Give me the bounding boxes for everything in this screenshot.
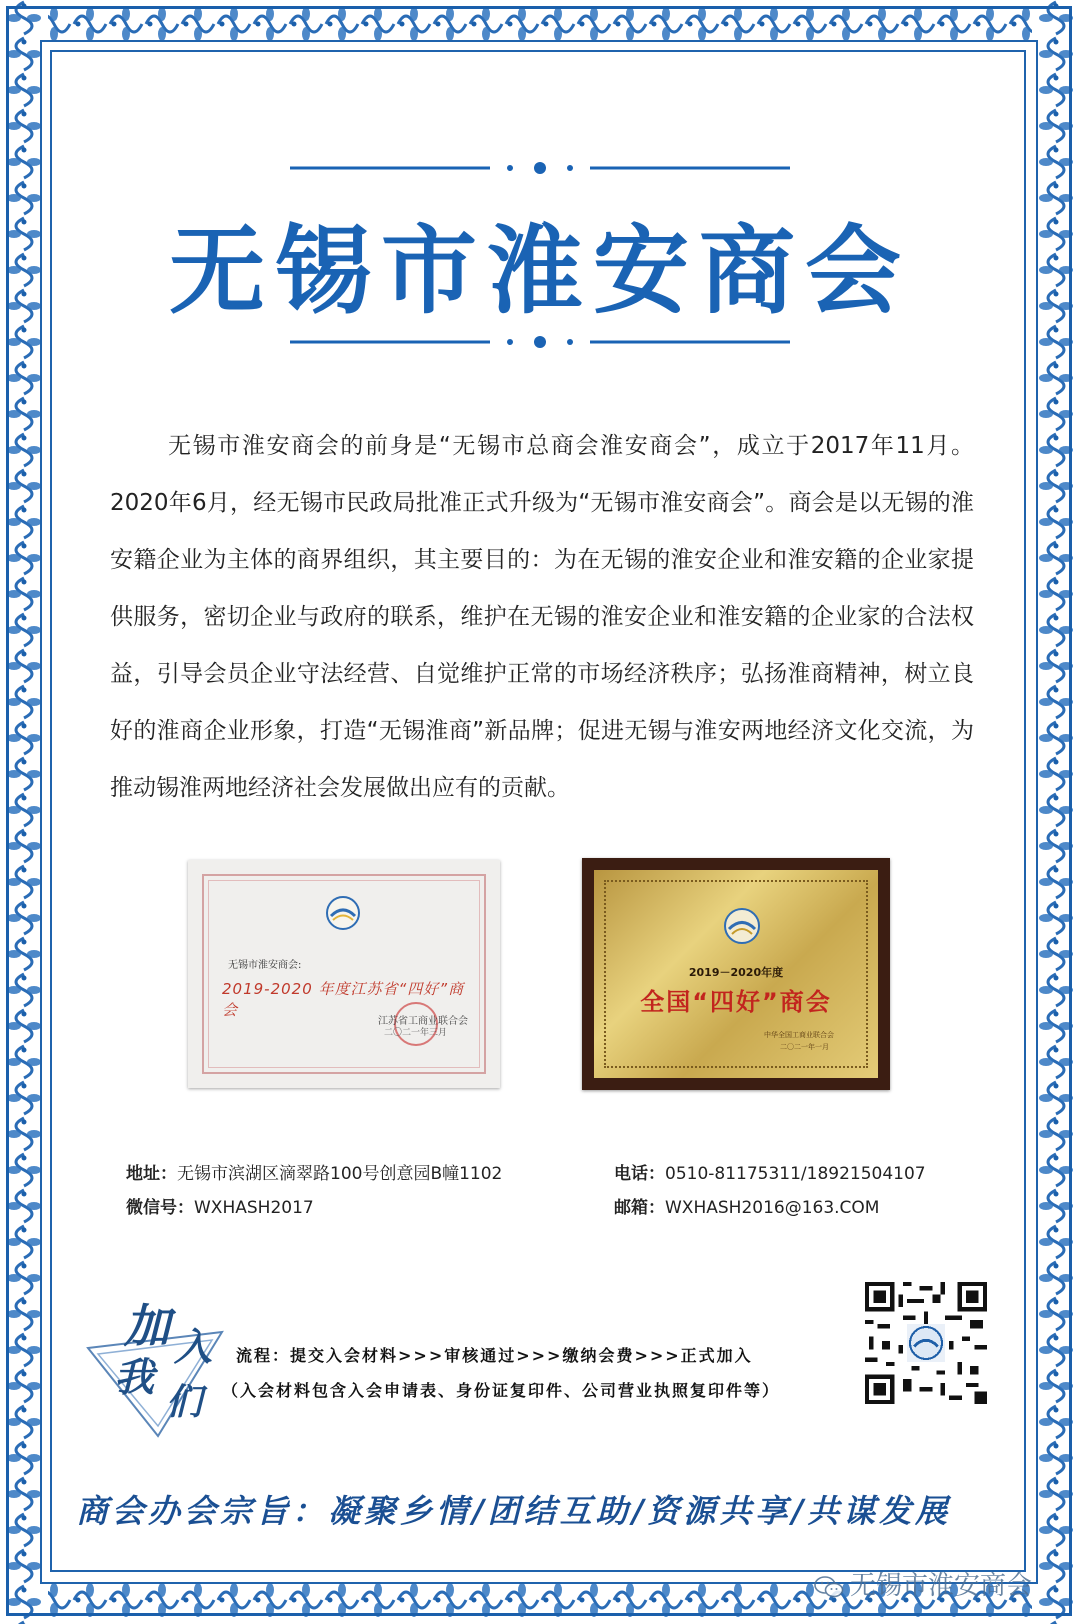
- address-value: 无锡市滨湖区滴翠路100号创意园B幢1102: [177, 1164, 503, 1184]
- address-line: [126, 1159, 502, 1184]
- page-title: 无锡市淮安商会: [169, 215, 911, 327]
- federation-emblem-icon: [724, 908, 760, 944]
- certificate-date: 二〇二一年三月: [384, 1028, 448, 1038]
- certificate-recipient: 无锡市淮安商会:: [228, 960, 302, 971]
- phone-label: 电话：: [614, 1164, 665, 1184]
- plaque-year: 2019－2020年度: [688, 966, 784, 979]
- wechat-watermark: [814, 1565, 1032, 1602]
- phone-value: 0510-81175311/18921504107: [665, 1164, 926, 1184]
- intro-paragraph: 无锡市淮安商会的前身是“无锡市总商会淮安商会”，成立于2017年11月。2020年6月，经无锡市民政局批准正式升级为“无锡市淮安商会”。商会是以无锡的淮安籍企业为主体的商界组织，其主要目的：为在无锡的淮安企业和淮安籍的企业家提供服务，密切企业与政府的联系，维护在无锡的淮安企业和淮安籍的企业家的合法权益，引导会员企业守法经营、自觉维护正常的市场经济秩序；弘扬淮商精神，树立良好的淮商企业形象，打造“无锡淮商”新品牌；促进无锡与淮安两地经济文化交流，为推动锡淮两地经济社会发展做出应有的贡献。: [110, 433, 974, 801]
- certificate-award: 2019-2020 年度江苏省“四好”商会: [222, 980, 465, 1019]
- certificate-issuer: 江苏省工商业联合会: [378, 1016, 468, 1027]
- join-us-mark: [80, 1290, 230, 1440]
- join-char-4: 们: [166, 1381, 203, 1423]
- wechat-value: WXHASH2017: [194, 1198, 314, 1218]
- phone-line: [614, 1159, 926, 1184]
- join-process: 流程：提交入会材料>>>审核通过>>>缴纳会费>>>正式加入: [236, 1346, 753, 1365]
- join-materials: （入会材料包含入会申请表、身份证复印件、公司营业执照复印件等）: [222, 1381, 781, 1400]
- address-label: 地址：: [126, 1164, 177, 1184]
- join-char-2: 入: [174, 1324, 213, 1369]
- email-line: [614, 1193, 879, 1218]
- title-top-rule: [290, 158, 790, 178]
- wechat-line: [126, 1193, 314, 1218]
- join-char-1: 加: [124, 1299, 170, 1353]
- wechat-icon: [814, 1576, 844, 1598]
- plaque-national: [582, 858, 890, 1090]
- wechat-label: 微信号：: [126, 1198, 194, 1218]
- certificate-jiangsu: [188, 860, 500, 1088]
- qr-code-icon: [865, 1282, 987, 1404]
- title-bottom-rule: [290, 332, 790, 352]
- plaque-award: 全国“四好”商会: [640, 988, 832, 1016]
- watermark-text: 无锡市淮安商会: [850, 1571, 1033, 1601]
- plaque-issuer: 中华全国工商业联合会: [764, 1031, 834, 1039]
- gold-plate: [594, 870, 878, 1078]
- email-value: WXHASH2016@163.COM: [665, 1198, 880, 1218]
- federation-emblem-icon: [326, 896, 360, 930]
- join-char-3: 我: [114, 1354, 154, 1401]
- email-label: 邮箱：: [614, 1198, 665, 1218]
- plaque-date: 二〇二一年一月: [780, 1043, 829, 1051]
- motto: 商会办会宗旨：凝聚乡情/团结互助/资源共享/共谋发展: [76, 1492, 952, 1530]
